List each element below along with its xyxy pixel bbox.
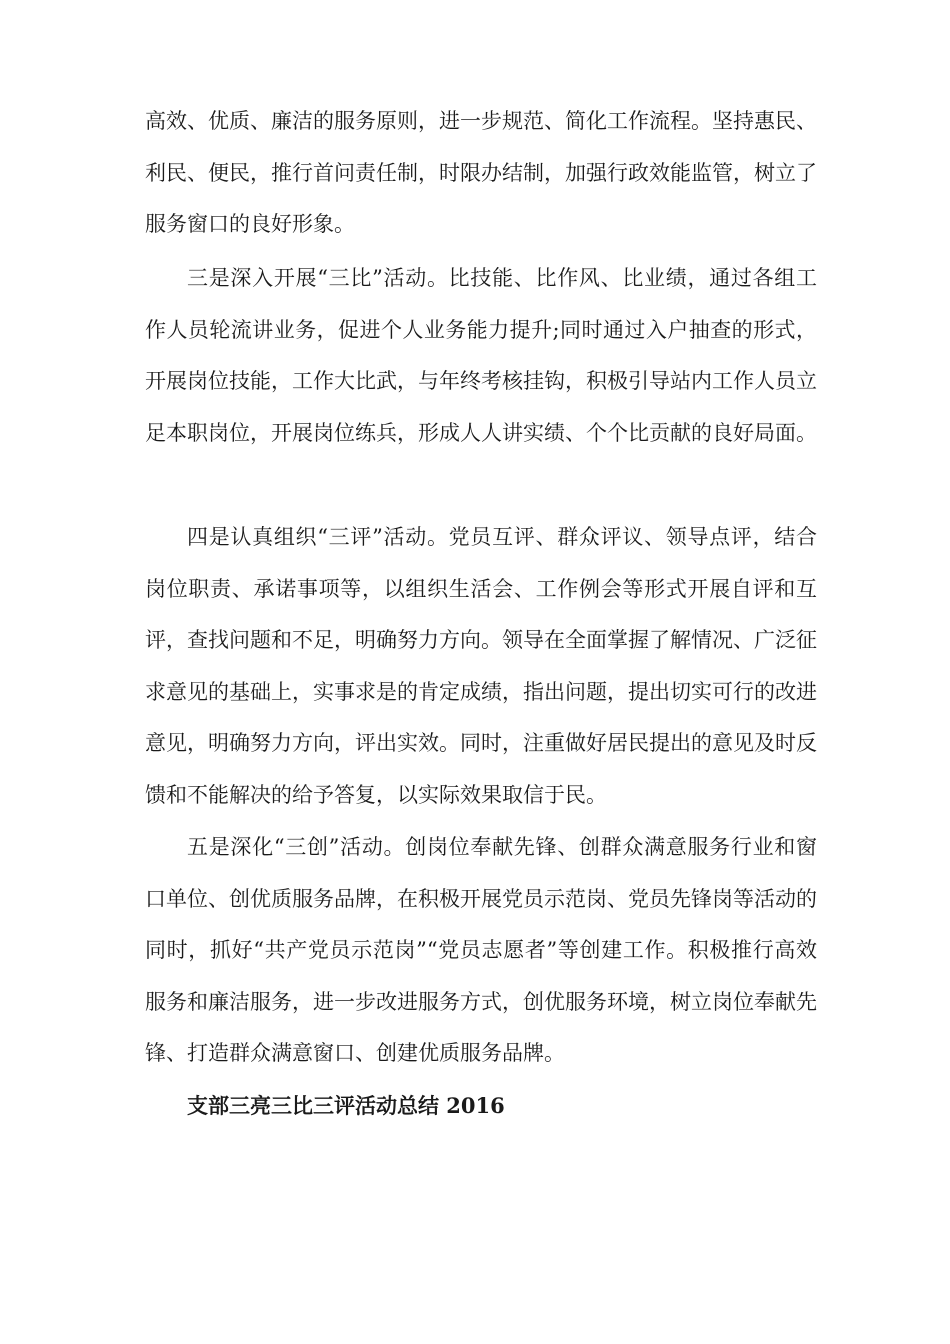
paragraph-three-evaluate: 四是认真组织“三评”活动。党员互评、群众评议、领导点评，结合岗位职责、承诺事项等，以组织生活会、工作例会等形式开展自评和互评，查找问题和不足，明确努力方向。领导在全面掌握了解情况、广泛征求意见的基础上，实事求是的肯定成绩，指出问题，提出切实可行的改进意见，明确努力方向，评出实效。同时，注重做好居民提出的意见及时反馈和不能解决的给予答复，以实际效果取信于民。 (145, 525, 817, 807)
section-heading: 支部三亮三比三评活动总结 2016 (187, 1093, 505, 1118)
paragraph-three-compare: 三是深入开展“三比”活动。比技能、比作风、比业绩，通过各组工作人员轮流讲业务，促进个人业务能力提升;同时通过入户抽查的形式，开展岗位技能，工作大比武，与年终考核挂钩，积极引导站内工作人员立足本职岗位，开展岗位练兵，形成人人讲实绩、个个比贡献的良好局面。 (145, 266, 817, 445)
paragraph-three-create: 五是深化“三创”活动。创岗位奉献先锋、创群众满意服务行业和窗口单位、创优质服务品牌，在积极开展党员示范岗、党员先锋岗等活动的同时，抓好“共产党员示范岗”“党员志愿者”等创建工作。积极推行高效服务和廉洁服务，进一步改进服务方式，创优服务环境，树立岗位奉献先锋、打造群众满意窗口、创建优质服务品牌。 (145, 835, 817, 1065)
paragraph-service-principles: 高效、优质、廉洁的服务原则，进一步规范、简化工作流程。坚持惠民、利民、便民，推行首问责任制，时限办结制，加强行政效能监管，树立了服务窗口的良好形象。 (145, 109, 817, 236)
